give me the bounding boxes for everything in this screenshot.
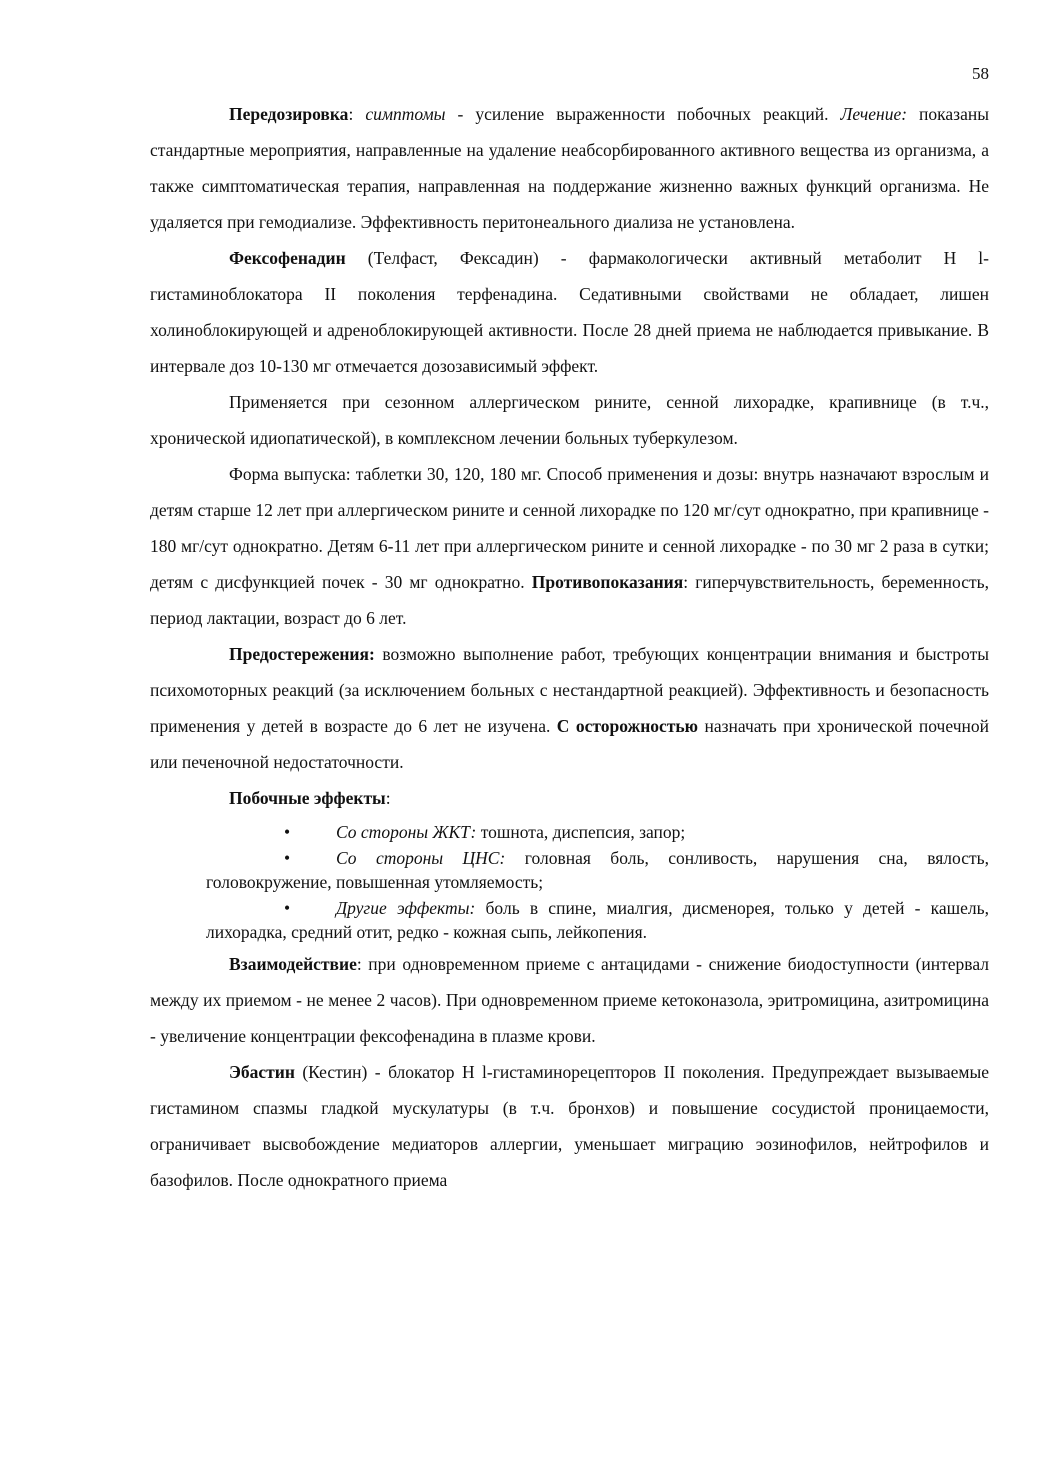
list-item <box>150 820 989 844</box>
fexofenadine-text: (Телфаст, Фексадин) - фармакологически активный метаболит Н l-гистаминоблокатора II поколения терфенадина. Седативными свойствами не обладает, лишен холиноблокирующей и адреноблокирующей активности. После 28 дней приема не наблюдается привыкание. В интервале доз 10-130 мг отмечается дозозависимый эффект. <box>150 248 989 376</box>
bullet-icon: • <box>284 898 291 918</box>
bullet-icon: • <box>284 848 291 868</box>
item-label: Со стороны ЖКТ: <box>336 822 477 842</box>
treatment-text: показаны стандартные мероприятия, направленные на удаление неабсорбированного активного вещества из организма, а также симптоматическая терапия, направленная на поддержание жизненно важных функций организма. Не удаляется при гемодиализе. Эффективность перитонеального диализа не установлена. <box>150 104 989 232</box>
list-item <box>150 896 989 944</box>
dosage-text: Форма выпуска: таблетки 30, 120, 180 мг. Способ применения и дозы: внутрь назначают взрослым и детям старше 12 лет при аллергическом рините и сенной лихорадке по 120 мг/сут однократно, при крапивнице - 180 мг/сут однократно. Детям 6-11 лет при аллергическом рините и сенной лихорадке - по 30 мг 2 раза в сутки; детям с дисфункцией почек - 30 мг однократно. <box>150 464 989 592</box>
paragraph-indications <box>150 384 989 456</box>
item-text: головная боль, сонливость, нарушения сна, вялость, головокружение, повышенная утомляемость; <box>206 848 989 892</box>
paragraph-interactions <box>150 946 989 1054</box>
side-effects-list <box>150 820 989 944</box>
document-body <box>150 96 989 1198</box>
list-item <box>150 846 989 894</box>
item-label: Со стороны ЦНС: <box>336 848 506 868</box>
symptoms-text: - усиление выраженности побочных реакций. <box>445 104 841 124</box>
ebastine-text: (Кестин) - блокатор Н l-гистаминорецепторов II поколения. Предупреждает вызываемые гистамином спазмы гладкой мускулатуры (в т.ч. бронхов) и повышение сосудистой проницаемости, ограничивает высвобождение медиаторов аллергии, уменьшает миграцию эозинофилов, нейтрофилов и базофилов. После однократного приема <box>150 1062 989 1190</box>
term-caution: С осторожностью <box>556 716 699 736</box>
item-label: Другие эффекты: <box>336 898 476 918</box>
drug-fexofenadine: Фексофенадин <box>229 248 346 268</box>
term-interactions: Взаимодействие <box>229 954 357 974</box>
paragraph-fexofenadine <box>150 240 989 384</box>
bullet-icon: • <box>284 822 291 842</box>
caution-text: назначать при хронической почечной или печеночной недостаточности. <box>150 716 989 772</box>
item-text: боль в спине, миалгия, дисменорея, только у детей - кашель, лихорадка, средний отит, редко - кожная сыпь, лейкопения. <box>206 898 990 942</box>
paragraph-precautions <box>150 636 989 780</box>
term-precautions: Предостережения: <box>229 644 375 664</box>
colon: : <box>385 788 391 808</box>
term-symptoms: симптомы <box>365 104 446 124</box>
precautions-text: возможно выполнение работ, требующих концентрации внимания и быстроты психомоторных реакций (за исключением больных с нестандартной реакцией). Эффективность и безопасность применения у детей в возрасте до 6 лет не изучена. <box>150 644 989 736</box>
term-side-effects: Побочные эффекты <box>229 788 386 808</box>
item-text: тошнота, диспепсия, запор; <box>476 822 686 842</box>
term-overdose: Передозировка <box>229 104 349 124</box>
page-number: 58 <box>972 64 989 83</box>
term-treatment: Лечение: <box>840 104 908 124</box>
paragraph-dosage <box>150 456 989 636</box>
interactions-text: : при одновременном приеме с антацидами - снижение биодоступности (интервал между их приемом - не менее 2 часов). При одновременном приеме кетоконазола, эритромицина, азитромицина - увеличение концентрации фексофенадина в плазме крови. <box>150 954 989 1046</box>
term-contraindications: Противопоказания <box>531 572 684 592</box>
side-effects-heading <box>150 780 989 816</box>
colon: : <box>348 104 366 124</box>
paragraph-ebastine <box>150 1054 989 1198</box>
paragraph-overdose <box>150 96 989 240</box>
drug-ebastine: Эбастин <box>229 1062 295 1082</box>
indications-text: Применяется при сезонном аллергическом рините, сенной лихорадке, крапивнице (в т.ч., хронической идиопатической), в комплексном лечении больных туберкулезом. <box>150 392 989 448</box>
contraindications-text: : гиперчувствительность, беременность, период лактации, возраст до 6 лет. <box>150 572 989 628</box>
